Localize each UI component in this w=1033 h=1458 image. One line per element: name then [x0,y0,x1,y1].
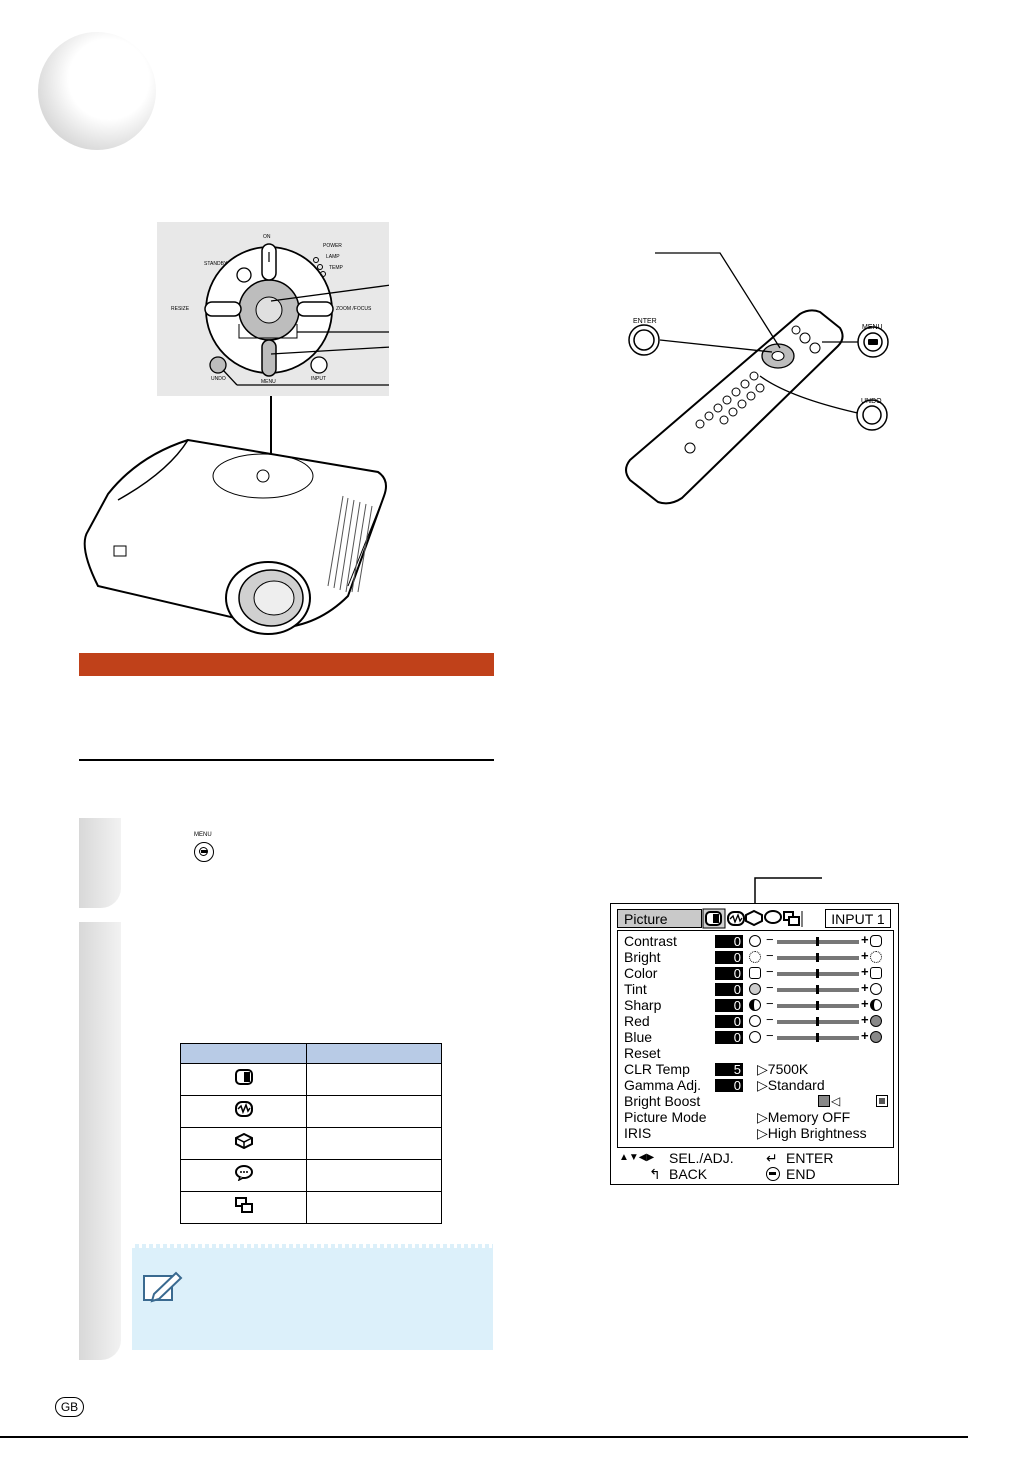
note-box [132,1244,493,1350]
osd-value: 0 [715,1079,743,1092]
on-label: ON [263,234,271,240]
table-row [181,1128,442,1160]
osd-row-picture-mode: Picture Mode [624,1109,707,1125]
language-icon [235,1165,253,1181]
osd-row-clr-temp: CLR Temp [624,1061,690,1077]
osd-tab-icons [702,907,818,929]
osd-row-color: Color [624,965,658,981]
osd-row-tint: Tint [624,981,647,997]
table-cell [181,1064,307,1096]
enter-icon: ↵ [766,1150,778,1166]
power-indicator-label: POWER [323,243,342,249]
table-header-cell [307,1044,442,1064]
osd-row-bright-boost: Bright Boost [624,1093,701,1109]
table-header-row [181,1044,442,1064]
osd-footer-sel: SEL./ADJ. [669,1150,734,1166]
osd-value: 0 [715,983,743,996]
prj-mode-icon [235,1197,253,1213]
clr-temp-option: ▷7500K [757,1061,809,1077]
table-row [181,1160,442,1192]
pencil-note-icon [142,1270,184,1304]
zoom-focus-label: ZOOM /FOCUS [336,306,372,312]
table-row [181,1096,442,1128]
osd-value: 0 [715,999,743,1012]
lamp-indicator-label: LAMP [326,254,340,260]
bright-boost-arrow: ◁ [831,1094,841,1108]
table-cell [181,1192,307,1224]
osd-value: 0 [715,951,743,964]
osd-row-sharp: Sharp [624,997,662,1013]
back-icon: ↰ [649,1166,661,1182]
tint-slider: − + [746,983,886,996]
osd-row-red: Red [624,1013,650,1029]
osd-value: 0 [715,1031,743,1044]
osd-row-contrast: Contrast [624,933,677,949]
osd-row-bright: Bright [624,949,661,965]
table-cell [307,1160,442,1192]
table-row [181,1064,442,1096]
osd-tab-picture: Picture [617,909,702,928]
control-panel-illustration [157,222,389,396]
blue-slider: − + [746,1031,886,1044]
callout-line [750,868,830,908]
picture-mode-option: ▷Memory OFF [757,1109,851,1125]
table-cell [307,1128,442,1160]
table-cell [307,1192,442,1224]
arrows-icon: ▲▼◀▶ [619,1152,655,1163]
osd-row-blue: Blue [624,1029,653,1045]
table-cell [307,1064,442,1096]
standby-label: STANDBY [204,261,228,267]
section-divider [79,759,494,761]
footer-rule [0,1436,968,1438]
temp-indicator-label: TEMP [329,265,343,271]
bright-boost-on-icon [876,1095,888,1107]
osd-content-panel [617,930,894,1148]
input-label: INPUT [311,376,326,382]
osd-footer-end: END [786,1166,816,1182]
osd-picture-menu [610,903,899,1185]
table-header-cell [181,1044,307,1064]
osd-value: 0 [715,935,743,948]
iris-option: ▷High Brightness [757,1125,867,1141]
region-badge: GB [55,1397,84,1417]
red-slider: − + [746,1015,886,1028]
color-slider: − + [746,967,886,980]
bright-boost-off-icon [818,1095,830,1107]
table-cell [181,1128,307,1160]
table-cell [307,1096,442,1128]
table-cell [181,1160,307,1192]
section-heading-bar [79,653,494,676]
osd-row-iris: IRIS [624,1125,652,1141]
projector-illustration [78,436,408,636]
menu-end-icon [766,1167,780,1181]
fine-sync-icon [235,1101,253,1117]
step-1-tab [79,818,121,908]
bright-slider: − + [746,951,886,964]
remote-menu-label: MENU [862,324,883,331]
remote-enter-label: ENTER [633,318,657,325]
menu-label: MENU [261,379,276,385]
step-2-tab [79,922,121,1360]
osd-footer-enter: ENTER [786,1150,834,1166]
menu-icon-table [180,1043,442,1224]
gamma-option: ▷Standard [757,1077,825,1093]
picture-icon [235,1069,253,1085]
osd-value: 0 [715,967,743,980]
table-cell [181,1096,307,1128]
sharp-slider: − + [746,999,886,1012]
header-orb-decoration [38,32,156,150]
remote-undo-label: UNDO [861,398,882,405]
remote-control-illustration [600,248,900,513]
osd-footer-back: BACK [669,1166,708,1182]
osd-row-gamma: Gamma Adj. [624,1077,702,1093]
osd-value: 5 [715,1063,743,1076]
undo-label: UNDO [211,376,226,382]
osd-value: 0 [715,1015,743,1028]
step1-menu-label: MENU [194,832,212,838]
menu-button-icon [194,842,214,862]
resize-label: RESIZE [171,306,190,312]
options-icon [235,1133,253,1149]
table-row [181,1192,442,1224]
contrast-slider: − + [746,935,886,948]
osd-input-indicator: INPUT 1 [825,909,891,928]
osd-row-reset: Reset [624,1045,661,1061]
